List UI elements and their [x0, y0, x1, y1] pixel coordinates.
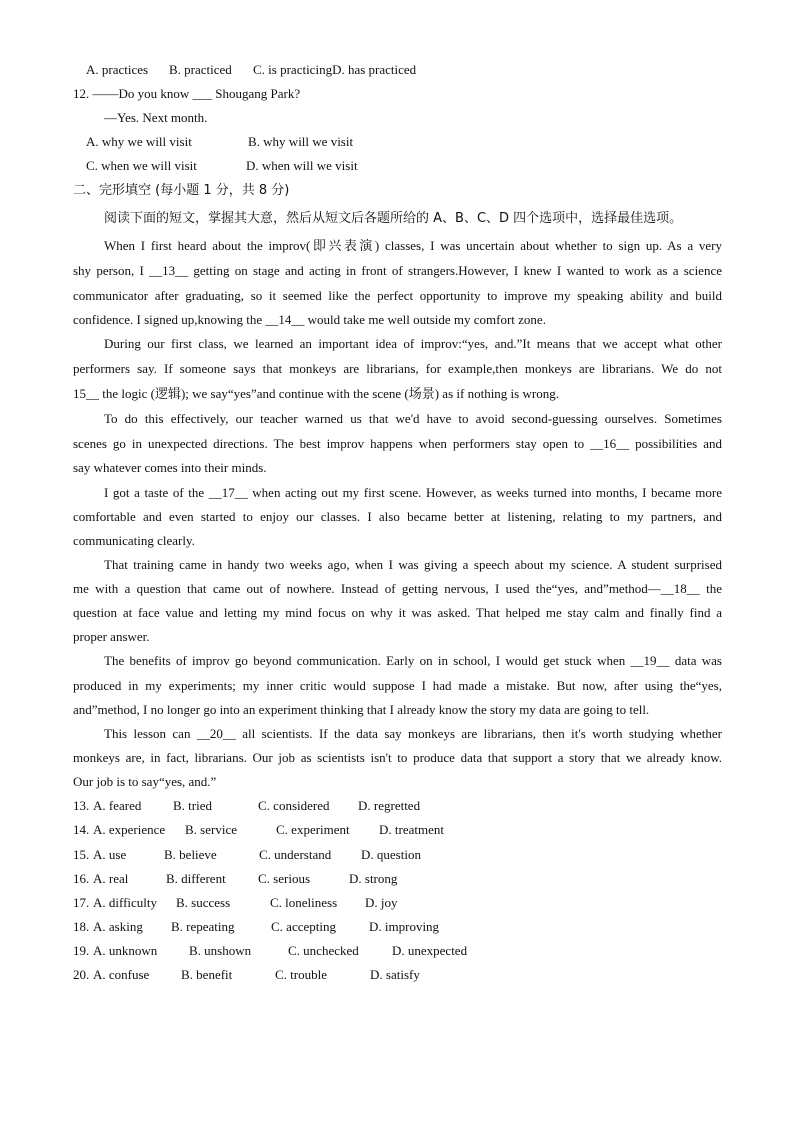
q12-option-a: A. why we will visit	[86, 134, 192, 149]
question-option[interactable]: A. use	[93, 847, 127, 862]
question-option[interactable]: C. accepting	[271, 919, 336, 934]
question-option[interactable]: A. real	[93, 871, 129, 886]
passage-line: The benefits of improv go beyond communication. Early on in school, I would get stuck when __19__ data was	[104, 653, 722, 668]
question-number: 19.	[73, 943, 90, 958]
question-option[interactable]: C. considered	[258, 798, 330, 813]
question-option[interactable]: D. unexpected	[392, 943, 468, 958]
question-number: 16.	[73, 871, 90, 886]
q12-options-row1	[86, 134, 736, 150]
passage-line: produced in my experiments; my inner critic would suppose I had made a mistake. But now, after using the“yes,	[73, 678, 722, 693]
question-option[interactable]: C. serious	[258, 871, 310, 886]
q11-option-a: A. practices	[86, 62, 149, 77]
passage-line: performers say. If someone says that monkeys are librarians, for example,then monkeys are librarians. We do not	[73, 361, 722, 376]
passage-line: When I first heard about the improv(即兴表演) classes, I was uncertain about whether to sign up. As a very	[104, 238, 722, 253]
question-option[interactable]: B. believe	[164, 847, 217, 862]
question-option[interactable]: D. joy	[365, 895, 398, 910]
passage-line: say whatever comes into their minds.	[73, 460, 267, 475]
question-option[interactable]: B. benefit	[181, 967, 233, 982]
q11-option-d: D. has practiced	[332, 62, 417, 77]
q11-option-b: B. practiced	[169, 62, 232, 77]
question-option[interactable]: A. unknown	[93, 943, 158, 958]
question-option[interactable]: B. different	[166, 871, 226, 886]
question-option[interactable]: C. experiment	[276, 822, 350, 837]
passage-line: monkeys are, in fact, librarians. Our job as scientists isn't to produce data that support a story that we already know.	[73, 750, 722, 765]
question-option[interactable]: D. improving	[369, 919, 440, 934]
passage-line: question at face value and letting my mind focus on why it was asked. That helped me stay calm and finally find a	[73, 605, 722, 620]
question-option[interactable]: D. satisfy	[370, 967, 420, 982]
question-number: 13.	[73, 798, 90, 813]
question-option[interactable]: D. treatment	[379, 822, 444, 837]
passage-line: 15__ the logic (逻辑); we say“yes”and continue with the scene (场景) as if nothing is wrong.	[73, 386, 559, 401]
question-option[interactable]: D. strong	[349, 871, 398, 886]
question-option[interactable]: C. loneliness	[270, 895, 338, 910]
passage-line: shy person, I __13__ getting on stage and acting in front of strangers.However, I knew I wanted to work as a science	[73, 263, 722, 278]
question-option[interactable]: A. confuse	[93, 967, 150, 982]
q12-option-c: C. when we will visit	[86, 158, 197, 173]
q11-options	[86, 62, 736, 78]
passage-line: Our job is to say“yes, and.”	[73, 774, 217, 789]
question-option[interactable]: A. feared	[93, 798, 142, 813]
passage-line: I got a taste of the __17__ when acting out my first scene. However, as weeks turned into months, I became more	[104, 485, 722, 500]
question-option[interactable]: B. success	[176, 895, 231, 910]
question-number: 18.	[73, 919, 90, 934]
passage-line: and”method, I no longer go into an experiment thinking that I already know the story my data are going to tell.	[73, 702, 650, 717]
q12-options-row2	[86, 158, 736, 174]
passage-line: communicator after graduating, so it seemed like the perfect opportunity to improve my speaking ability and build	[73, 288, 722, 303]
question-number: 20.	[73, 967, 90, 982]
passage-line: proper answer.	[73, 629, 150, 644]
question-option[interactable]: A. asking	[93, 919, 143, 934]
question-option[interactable]: C. trouble	[275, 967, 327, 982]
question-option[interactable]: B. tried	[173, 798, 212, 813]
question-option[interactable]: C. unchecked	[288, 943, 359, 958]
question-option[interactable]: B. service	[185, 822, 237, 837]
question-option[interactable]: C. understand	[259, 847, 332, 862]
passage-line: To do this effectively, our teacher warned us that we'd have to avoid second-guessing ourselves. Sometimes	[104, 411, 722, 426]
q12-option-d: D. when will we visit	[246, 158, 358, 173]
question-option[interactable]: A. difficulty	[93, 895, 158, 910]
passage-line: me with a question that came out of nowhere. Instead of getting nervous, I used the“yes, and”method—__18__ the	[73, 581, 722, 596]
question-option[interactable]: D. question	[361, 847, 421, 862]
question-option[interactable]: B. unshown	[189, 943, 252, 958]
passage-line: confidence. I signed up,knowing the __14__ would take me well outside my comfort zone.	[73, 312, 546, 327]
question-option[interactable]: D. regretted	[358, 798, 421, 813]
question-number: 15.	[73, 847, 90, 862]
section-heading: 二、完形填空 (每小题 1 分，共 8 分)	[73, 183, 290, 198]
q12-reply: —Yes. Next month.	[104, 110, 208, 125]
passage-line: scenes go in unexpected directions. The best improv happens when performers stay open to __16__ possibilities and	[73, 436, 722, 451]
passage-line: That training came in handy two weeks ago, when I was giving a speech about my science. A student surprised	[104, 557, 722, 572]
section-instruction: 阅读下面的短文，掌握其大意，然后从短文后各题所给的 A、B、C、D 四个选项中，选择最佳选项。	[104, 211, 683, 226]
question-number: 14.	[73, 822, 90, 837]
question-number: 17.	[73, 895, 90, 910]
passage-line: This lesson can __20__ all scientists. If the data say monkeys are librarians, then it's worth studying whether	[104, 726, 722, 741]
q12-option-b: B. why will we visit	[248, 134, 354, 149]
passage-line: communicating clearly.	[73, 533, 195, 548]
question-option[interactable]: B. repeating	[171, 919, 235, 934]
question-option[interactable]: A. experience	[93, 822, 166, 837]
q11-option-c: C. is practicing	[253, 62, 333, 77]
q12-stem: 12. ——Do you know ___ Shougang Park?	[73, 86, 301, 101]
passage-line: During our first class, we learned an important idea of improv:“yes, and.”It means that we accept what other	[104, 336, 722, 351]
passage-line: comfortable and even started to enjoy our classes. I also became better at listening, relating to my partners, and	[73, 509, 722, 524]
